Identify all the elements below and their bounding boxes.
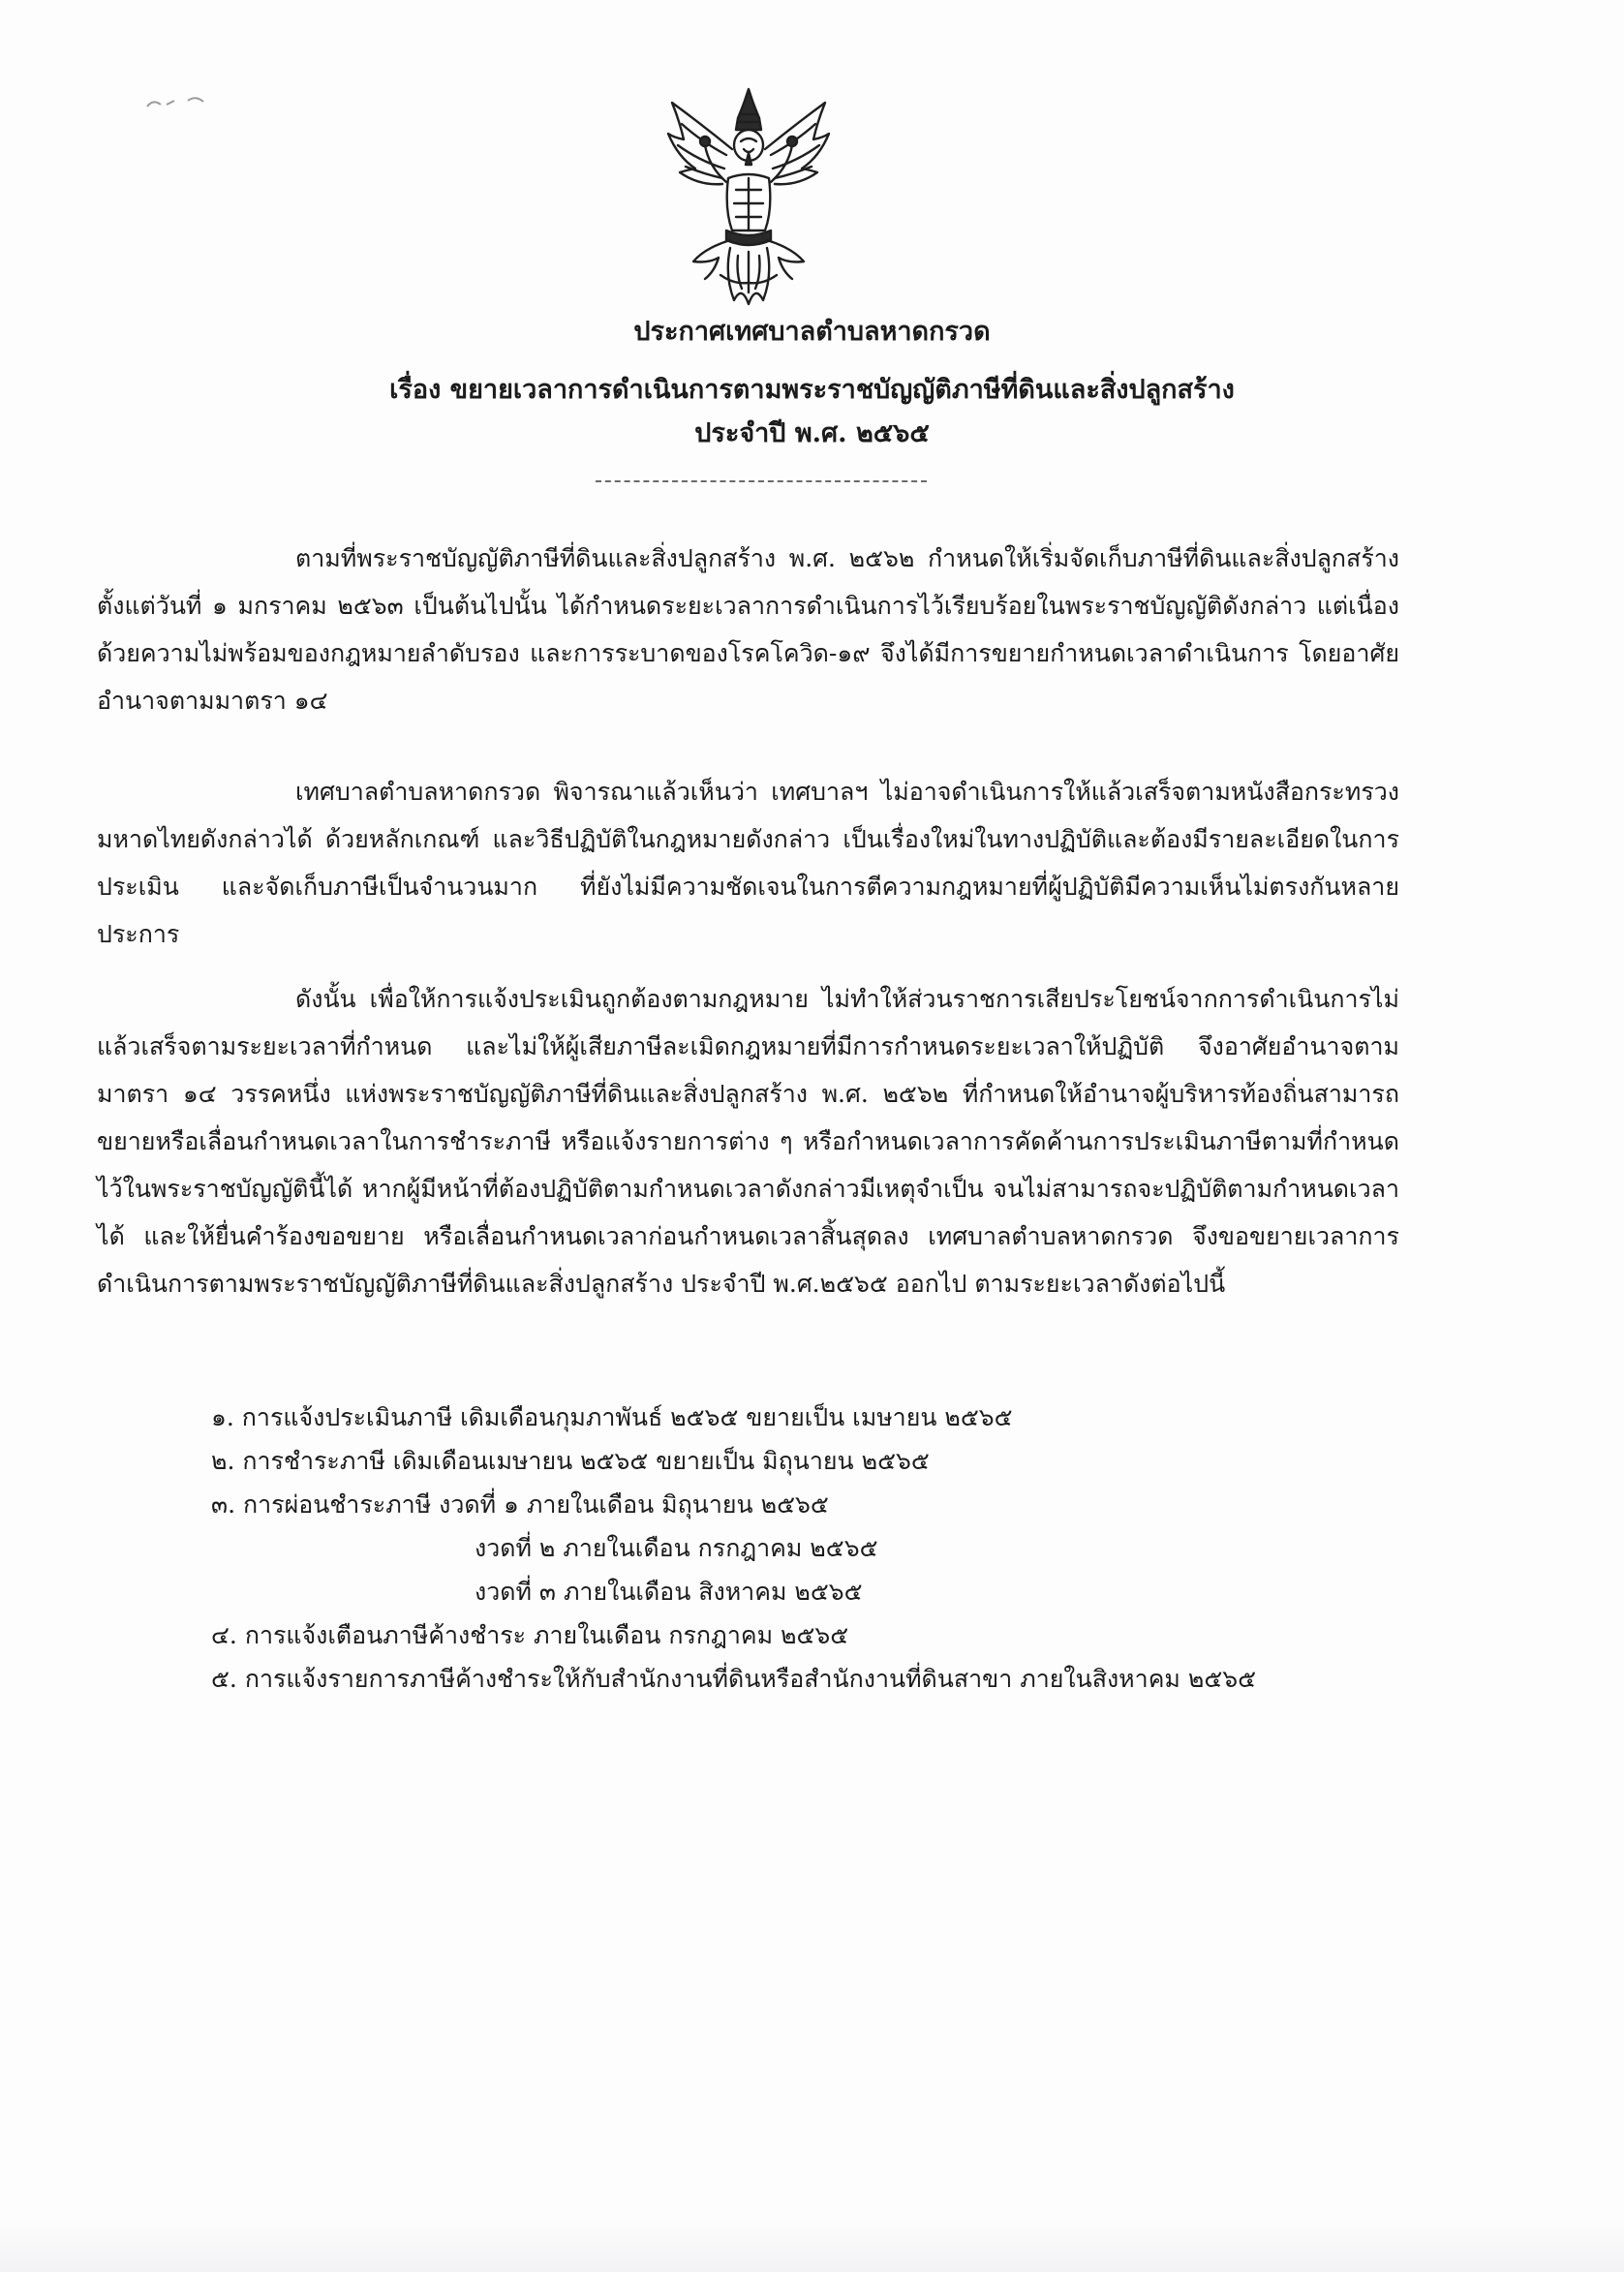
scan-edge [0, 2218, 1624, 2272]
list-item: งวดที่ ๓ ภายในเดือน สิงหาคม ๒๕๖๕ [475, 1578, 863, 1606]
document-subject: เรื่อง ขยายเวลาการดำเนินการตามพระราชบัญญัติภาษีที่ดินและสิ่งปลูกสร้าง [389, 375, 1235, 405]
list-item: ๑. การแจ้งประเมินภาษี เดิมเดือนกุมภาพันธ์ ๒๕๖๕ ขยายเป็น เมษายน ๒๕๖๕ [211, 1403, 1013, 1431]
paragraph-consideration: เทศบาลตำบลหาดกรวด พิจารณาแล้วเห็นว่า เทศบาลฯ ไม่อาจดำเนินการให้แล้วเสร็จตามหนังสือกระทรวงมหาดไทยดังกล่าวได้ ด้วยหลักเกณฑ์ และวิธีปฏิบัติในกฎหมายดังกล่าว เป็นเรื่องใหม่ในทางปฏิบัติและต้องมีรายละเอียดในการประเมิน และจัดเก็บภาษีเป็นจำนวนมาก ที่ยังไม่มีความชัดเจนในการตีความกฎหมายที่ผู้ปฏิบัติมีความเห็นไม่ตรงกันหลายประการ [97, 778, 1399, 948]
document-title: ประกาศเทศบาลตำบลหาดกรวด [633, 317, 991, 347]
list-item: ๔. การแจ้งเตือนภาษีค้างชำระ ภายในเดือน กรกฎาคม ๒๕๖๕ [211, 1621, 849, 1649]
list-item: ๓. การผ่อนชำระภาษี งวดที่ ๑ ภายในเดือน มิถุนายน ๒๕๖๕ [211, 1490, 829, 1519]
list-item: ๒. การชำระภาษี เดิมเดือนเมษายน ๒๕๖๕ ขยายเป็น มิถุนายน ๒๕๖๕ [211, 1447, 930, 1475]
garuda-emblem-icon [666, 85, 831, 308]
paragraph-background: ตามที่พระราชบัญญัติภาษีที่ดินและสิ่งปลูกสร้าง พ.ศ. ๒๕๖๒ กำหนดให้เริ่มจัดเก็บภาษีที่ดินและสิ่งปลูกสร้างตั้งแต่วันที่ ๑ มกราคม ๒๕๖๓ เป็นต้นไปนั้น ได้กำหนดระยะเวลาการดำเนินการไว้เรียบร้อยในพระราชบัญญัติดังกล่าว แต่เนื่องด้วยความไม่พร้อมของกฎหมายลำดับรอง และการระบาดของโรคโควิด-๑๙ จึงได้มีการขยายกำหนดเวลาดำเนินการ โดยอาศัยอำนาจตามมาตรา ๑๔ [97, 544, 1399, 715]
paragraph-resolution: ดังนั้น เพื่อให้การแจ้งประเมินถูกต้องตามกฎหมาย ไม่ทำให้ส่วนราชการเสียประโยชน์จากการดำเนินการไม่แล้วเสร็จตามระยะเวลาที่กำหนด และไม่ให้ผู้เสียภาษีละเมิดกฎหมายที่มีการกำหนดระยะเวลาให้ปฏิบัติ จึงอาศัยอำนาจตามมาตรา ๑๔ วรรคหนึ่ง แห่งพระราชบัญญัติภาษีที่ดินและสิ่งปลูกสร้าง พ.ศ. ๒๕๖๒ ที่กำหนดให้อำนาจผู้บริหารท้องถิ่นสามารถขยายหรือเลื่อนกำหนดเวลาในการชำระภาษี หรือแจ้งรายการต่าง ๆ หรือกำหนดเวลาการคัดค้านการประเมินภาษีตามที่กำหนดไว้ในพระราชบัญญัตินี้ได้ หากผู้มีหน้าที่ต้องปฏิบัติตามกำหนดเวลาดังกล่าวมีเหตุจำเป็น จนไม่สามารถจะปฏิบัติตามกำหนดเวลาได้ และให้ยื่นคำร้องขอขยาย หรือเลื่อนกำหนดเวลาก่อนกำหนดเวลาสิ้นสุดลง เทศบาลตำบลหาดกรวด จึงขอขยายเวลาการดำเนินการตามพระราชบัญญัติภาษีที่ดินและสิ่งปลูกสร้าง ประจำปี พ.ศ.๒๕๖๕ ออกไป ตามระยะเวลาดังต่อไปนี้ [97, 985, 1399, 1298]
list-item: ๕. การแจ้งรายการภาษีค้างชำระให้กับสำนักงานที่ดินหรือสำนักงานที่ดินสาขา ภายในสิงหาคม ๒๕๖๕ [211, 1665, 1257, 1693]
scan-mark [145, 93, 213, 112]
schedule-list [211, 1396, 1422, 1701]
document-year: ประจำปี พ.ศ. ๒๕๖๕ [694, 418, 930, 448]
list-item: งวดที่ ๒ ภายในเดือน กรกฎาคม ๒๕๖๕ [475, 1534, 878, 1562]
header-separator [596, 480, 927, 482]
